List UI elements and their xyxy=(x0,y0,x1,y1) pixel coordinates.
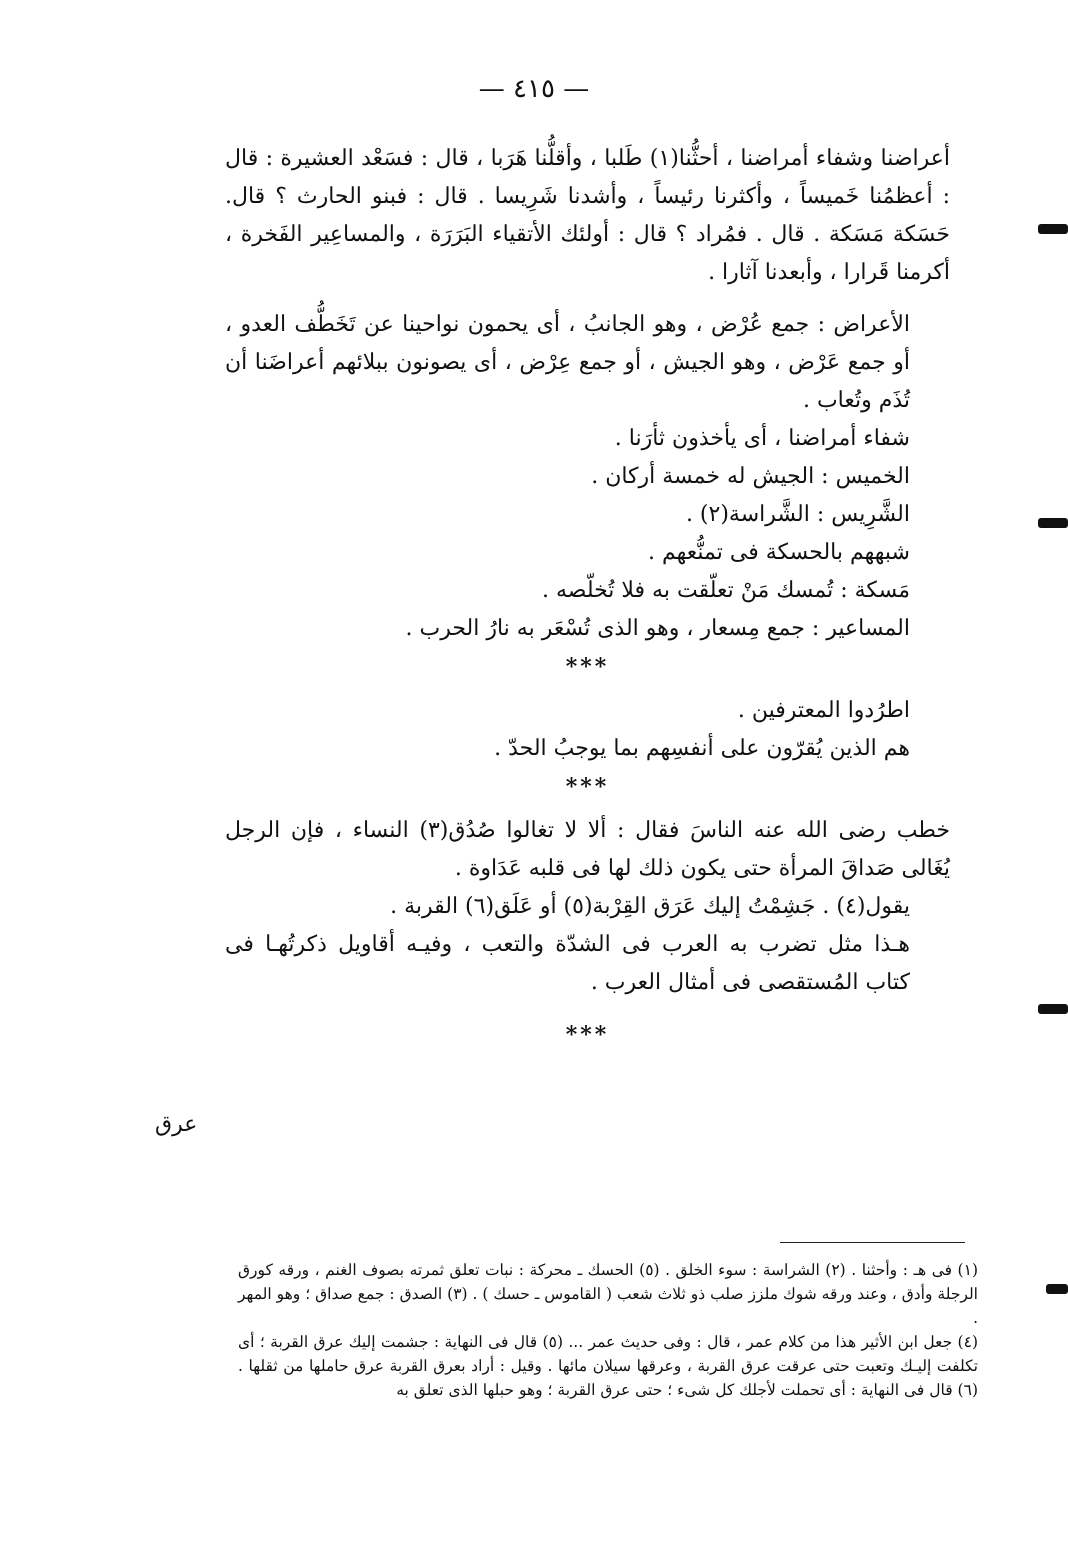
gloss-line-4: شبههم بالحسكة فى تمنُّعهم . xyxy=(648,540,910,565)
hadith-line-1: اطرُدوا المعترفين . xyxy=(737,698,910,723)
scan-edge-mark xyxy=(1038,224,1068,234)
gloss-line-3: الشَّرِيس : الشَّراسة(٢) . xyxy=(685,502,910,527)
footnote-block-2: (٤) جعل ابن الأثير هذا من كلام عمر ، قال : وفى حديث عمر ... (٥) قال فى النهاية : جشمت إليك عرق القربة ؛ أى تكلفت إليـك وتعبت حتى عرقت عرق القربة ، وعرقها سيلان مائها . وقيل : أراد بعرق القربة عرق حاملها من ثقلها . (٦) قال فى النهاية : أى تحملت لأجلك كل شىء ؛ حتى عرق القربة ؛ وهو حبلها الذى تعلق به xyxy=(238,1333,978,1399)
gloss-line-2: الخميس : الجيش له خمسة أركان . xyxy=(591,464,910,489)
footnotes xyxy=(238,1258,978,1402)
page-number: — ٤١٥ — xyxy=(478,74,590,104)
spacer xyxy=(225,292,950,306)
section-separator-1: *** xyxy=(565,654,610,680)
main-text xyxy=(225,140,950,1060)
proverb-line: يقول(٤) . جَشِمْتُ إليك عَرَق القِرْبة(٥) أو عَلَق(٦) القربة . xyxy=(390,894,910,919)
paragraph-2: الأعراض : جمع عُرْض ، وهو الجانبُ ، أى يحمون نواحينا عن تَخَطُّف العدو ، أو جمع عَرْض ، وهو الجيش ، أو جمع عِرْض ، أى يصونون ببلائهم أعراضَنا أن تُذَم وتُعاب . xyxy=(225,312,910,413)
gloss-line-6: المساعير : جمع مِسعار ، وهو الذى تُسْعَر به نارُ الحرب . xyxy=(405,616,910,641)
margin-keyword: عرق xyxy=(155,1112,198,1137)
gloss-line-1: شفاء أمراضنا ، أى يأخذون ثأرَنا . xyxy=(614,426,910,451)
spacer xyxy=(225,1002,950,1016)
paragraph-3: خطب رضى الله عنه الناسَ فقال : ألا لا تغالوا صُدُق(٣) النساء ، فإن الرجل يُغَالى صَداقَ المرأة حتى يكون ذلك لها فى قلبه عَدَاوة . xyxy=(225,818,950,881)
footnote-divider xyxy=(780,1242,965,1243)
paragraph-1: أعراضنا وشفاء أمراضنا ، أحثُّنا(١) طَلبا ، وأقلُّنا هَرَبا ، قال : فسَعْد العشيرة : قال : أعظمُنا خَميساً ، وأكثرنا رئيساً ، وأشدنا شَرِيسا . قال : فبنو الحارث ؟ قال. حَسَكة مَسَكة . قال . فمُراد ؟ قال : أولئك الأتقياء البَرَرَة ، والمساعِير الفَخرة ، أكرمنا قَرارا ، وأبعدنا آثارا . xyxy=(225,146,951,285)
scan-edge-mark xyxy=(1046,1284,1068,1294)
gloss-line-5: مَسكة : تُمسك مَنْ تعلّقت به فلا تُخلّصه . xyxy=(541,578,910,603)
hadith-gloss-1: هم الذين يُقرّون على أنفسِهم بما يوجبُ الحدّ . xyxy=(494,736,910,761)
section-separator-2: *** xyxy=(565,774,610,800)
paragraph-4: هـذا مثل تضرب به العرب فى الشدّة والتعب ، وفيـه أقاويل ذكرتُهـا فى كتاب المُستقصى فى أمثال العرب . xyxy=(225,932,910,995)
section-separator-3: *** xyxy=(565,1022,610,1048)
scan-edge-mark xyxy=(1038,518,1068,528)
footnote-block-1: (١) فى هـ : وأحثنا . (٢) الشراسة : سوء الخلق . (٥) الحسك ـ محركة : نبات تعلق ثمرته بصوف الغنم ، ورقه كورق الرجلة وأدق ، وعند ورقه شوك ملزز صلب ذو ثلاث شعب ( القاموس ـ حسك ) . (٣) الصدق : جمع صداق ؛ وهو المهر . xyxy=(238,1261,978,1327)
scan-edge-mark xyxy=(1038,1004,1068,1014)
